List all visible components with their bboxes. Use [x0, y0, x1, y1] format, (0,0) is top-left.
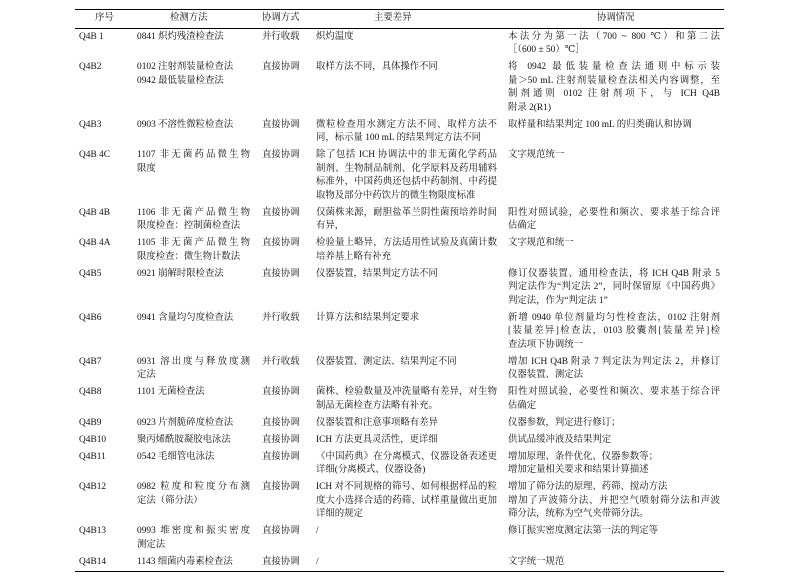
serial-number: Q4B8: [79, 387, 102, 398]
serial-number-cell: [75, 451, 135, 478]
main-difference-cell: [312, 417, 504, 431]
test-method-text: 定法: [137, 370, 156, 381]
serial-number-cell: [75, 356, 135, 383]
harmonization-mode-cell: [258, 525, 312, 552]
serial-number-cell: [75, 119, 135, 146]
harmonization-status-cell: [504, 119, 724, 146]
main-difference-text: /: [316, 556, 319, 567]
serial-number-cell: [75, 386, 135, 413]
test-method-cell: [135, 525, 258, 552]
harmonization-mode-cell: [258, 61, 312, 115]
table-row: [75, 205, 724, 236]
harmonization-mode-cell: [258, 434, 312, 448]
test-method-cell: [135, 417, 258, 431]
test-method-text: 1106 非无菌产品微生物: [137, 207, 250, 218]
main-difference-text: 详细(分离模式、仪器设备): [316, 465, 426, 476]
test-method-cell: [135, 481, 258, 522]
main-difference-cell: [312, 31, 504, 58]
table-row: [75, 117, 724, 148]
serial-number-cell: [75, 417, 135, 431]
harmonization-status-text: 制剂通则 0102 注射剂项下，与 ICH Q4B: [508, 89, 720, 100]
test-method-cell: [135, 434, 258, 448]
harmonization-mode-cell: [258, 481, 312, 522]
main-difference-text: 培养基上略有补充: [316, 251, 392, 262]
serial-number-cell: [75, 237, 135, 264]
main-difference-text: 仪器装置和注意事项略有差异: [316, 417, 438, 428]
serial-number-cell: [75, 31, 135, 58]
harmonization-mode-cell: [258, 356, 312, 383]
main-difference-text: 微粒检查用水测定方法不同、取样方法不: [316, 119, 497, 130]
harmonization-status-text: ［（600 ± 50）℃］: [508, 45, 585, 56]
table-row: [75, 554, 724, 571]
table-row: [75, 147, 724, 205]
serial-number: Q4B 1: [79, 31, 104, 42]
main-difference-text: 炽灼温度: [316, 31, 354, 42]
harmonization-mode-cell: [258, 556, 312, 570]
test-method-cell: [135, 119, 258, 146]
comparison-table: [75, 9, 724, 572]
harmonization-mode: 直接协调: [262, 62, 300, 73]
harmonization-status-cell: [504, 207, 724, 234]
test-method-text: 0942 最低装量检查法: [137, 75, 224, 86]
main-difference-text: 检验量上略异，方法适用性试验及真菌计数: [316, 238, 497, 249]
harmonization-status-cell: [504, 434, 724, 448]
table-row: [75, 523, 724, 554]
harmonization-status-cell: [504, 268, 724, 309]
table-row: [75, 415, 724, 432]
harmonization-mode: 直接协调: [262, 482, 300, 493]
harmonization-mode: 并行收载: [262, 356, 300, 367]
main-difference-cell: [312, 356, 504, 383]
test-method-text: 0921 崩解时限检查法: [137, 268, 224, 279]
harmonization-mode-cell: [258, 119, 312, 146]
test-method-text: 限度: [137, 163, 156, 174]
test-method-cell: [135, 451, 258, 478]
test-method-text: 限度检查：微生物计数法: [137, 251, 241, 262]
harmonization-status-cell: [504, 149, 724, 203]
harmonization-mode: 直接协调: [262, 556, 300, 567]
table-row: [75, 266, 724, 310]
harmonization-status-text: 本法分为第一法（700 ~ 800 ℃）和第二法: [508, 31, 720, 42]
test-method-text: 1107 非无菌药品微生物: [137, 150, 250, 161]
harmonization-status-text: 增加了筛分法的原理、药筛、搅动方法: [508, 482, 668, 493]
harmonization-mode: 直接协调: [262, 417, 300, 428]
harmonization-status-text: 增加了声波筛分法、并把空气喷射筛分法和声波: [508, 495, 720, 506]
test-method-text: 0982 粒度和粒度分布测: [137, 482, 250, 493]
serial-number: Q4B13: [79, 526, 107, 537]
serial-number-cell: [75, 481, 135, 522]
harmonization-status-cell: [504, 417, 724, 431]
header-test-method: 检测方法: [170, 13, 208, 24]
main-difference-text: 有异，: [316, 221, 345, 232]
harmonization-mode: 直接协调: [262, 387, 300, 398]
test-method-text: 1143 细菌内毒素检查法: [137, 556, 233, 567]
serial-number: Q4B11: [79, 451, 106, 462]
main-difference-cell: [312, 237, 504, 264]
test-method-text: 0931 溶出度与释放度测: [137, 356, 250, 367]
harmonization-status-text: 判定法作为“判定法 2”，同时保留原《中国药典》: [508, 282, 720, 293]
harmonization-status-text: 筛分法，统称为空气夹带筛分法。: [508, 509, 649, 520]
harmonization-status-cell: [504, 556, 724, 570]
test-method-cell: [135, 556, 258, 570]
harmonization-mode-cell: [258, 207, 312, 234]
serial-number-cell: [75, 434, 135, 448]
test-method-text: 限度检查：控制菌检查法: [137, 221, 241, 232]
header-harmonization-mode: 协调方式: [262, 13, 300, 24]
test-method-cell: [135, 386, 258, 413]
harmonization-status-cell: [504, 356, 724, 383]
harmonization-status-cell: [504, 386, 724, 413]
harmonization-status-cell: [504, 451, 724, 478]
harmonization-status-text: 阳性对照试验，必要性和频次、要求基于综合评: [508, 387, 720, 398]
harmonization-status-cell: [504, 525, 724, 552]
harmonization-mode: 直接协调: [262, 119, 300, 130]
harmonization-status-text: 增加 ICH Q4B 附录 7 判定法为判定法 2，并修订: [508, 356, 720, 367]
main-difference-cell: [312, 386, 504, 413]
main-difference-text: 取物及部分中药饮片的微生物限度标准: [316, 190, 476, 201]
serial-number: Q4B2: [79, 62, 102, 73]
serial-number: Q4B 4C: [79, 150, 110, 161]
harmonization-status-text: 取样量和结果判定 100 mL 的归类确认和协调: [508, 119, 692, 130]
test-method-cell: [135, 207, 258, 234]
harmonization-status-text: 量＞50 mL 注射剂装量检查法相关内容调整，至: [508, 75, 720, 86]
serial-number: Q4B 4B: [79, 207, 110, 218]
main-difference-text: 除了包括 ICH 协调法中的非无菌化学药品: [316, 150, 497, 161]
harmonization-status-text: 文字规范和统一: [508, 238, 574, 249]
harmonization-status-text: 阳性对照试验，必要性和频次、要求基于综合评: [508, 207, 720, 218]
harmonization-mode: 并行收载: [262, 312, 300, 323]
main-difference-text: 《中国药典》在分离模式、仪器设备表述更: [316, 451, 497, 462]
serial-number: Q4B9: [79, 417, 102, 428]
harmonization-mode-cell: [258, 312, 312, 353]
test-method-text: 定法（筛分法）: [137, 495, 203, 506]
main-difference-text: 详细的规定: [316, 509, 363, 520]
harmonization-mode: 直接协调: [262, 434, 300, 445]
test-method-cell: [135, 268, 258, 309]
main-difference-cell: [312, 525, 504, 552]
main-difference-text: 仪器装置、测定法、结果判定不同: [316, 356, 457, 367]
harmonization-status-cell: [504, 481, 724, 522]
main-difference-text: 标准外，中国药典还包括中药制剂、中药提: [316, 177, 497, 188]
harmonization-mode: 并行收载: [262, 31, 300, 42]
harmonization-status-text: 新增 0940 单位剂量均匀性检查法，0102 注射剂: [508, 312, 720, 323]
harmonization-status-text: 供试品缓冲液及结果判定: [508, 434, 612, 445]
table-row: [75, 59, 724, 117]
harmonization-mode: 直接协调: [262, 451, 300, 462]
test-method-text: 0102 注射剂装量检查法: [137, 62, 234, 73]
table-header: [75, 10, 724, 28]
harmonization-status-cell: [504, 31, 724, 58]
main-difference-cell: [312, 61, 504, 115]
serial-number-cell: [75, 207, 135, 234]
harmonization-status-text: 估确定: [508, 221, 537, 232]
main-difference-cell: [312, 556, 504, 570]
header-main-difference: 主要差异: [374, 13, 412, 24]
serial-number-cell: [75, 61, 135, 115]
table-body: [75, 29, 724, 571]
serial-number: Q4B5: [79, 268, 102, 279]
table-row: [75, 449, 724, 480]
test-method-cell: [135, 61, 258, 115]
main-difference-text: 仪器装置，结果判定方法不同: [316, 268, 438, 279]
main-difference-text: 取样方法不同，具体操作不同: [316, 62, 438, 73]
test-method-cell: [135, 31, 258, 58]
serial-number: Q4B12: [79, 482, 107, 493]
main-difference-text: 制品无菌检查方法略有补充。: [316, 400, 438, 411]
harmonization-status-cell: [504, 237, 724, 264]
test-method-text: 聚丙烯酰胺凝胶电泳法: [137, 434, 231, 445]
serial-number-cell: [75, 149, 135, 203]
test-method-text: 1101 无菌检查法: [137, 387, 205, 398]
main-difference-cell: [312, 434, 504, 448]
main-difference-text: 同，标示量 100 mL 的结果判定方法不同: [316, 133, 482, 144]
harmonization-status-cell: [504, 312, 724, 353]
harmonization-status-text: 估确定: [508, 400, 537, 411]
harmonization-mode: 直接协调: [262, 268, 300, 279]
serial-number: Q4B14: [79, 556, 107, 567]
main-difference-text: 度大小选择合适的药筛、试样重量做出更加: [316, 495, 497, 506]
harmonization-status-text: 查法项下协调统一: [508, 339, 584, 350]
harmonization-mode: 直接协调: [262, 238, 300, 249]
test-method-text: 0941 含量均匀度检查法: [137, 312, 234, 323]
main-difference-text: 计算方法和结果判定要求: [316, 312, 420, 323]
harmonization-status-text: 增加定量相关要求和结果计算描述: [508, 465, 649, 476]
table-row: [75, 432, 724, 449]
test-method-cell: [135, 312, 258, 353]
harmonization-mode: 直接协调: [262, 150, 300, 161]
main-difference-text: ICH 对不同规格的筛号、如何根据样品的粒: [316, 482, 497, 493]
serial-number-cell: [75, 525, 135, 552]
main-difference-cell: [312, 207, 504, 234]
harmonization-mode-cell: [258, 417, 312, 431]
main-difference-text: /: [316, 526, 319, 537]
test-method-text: 0542 毛细管电泳法: [137, 451, 215, 462]
harmonization-status-text: 文字规范统一: [508, 150, 565, 161]
table-row: [75, 354, 724, 385]
harmonization-mode-cell: [258, 386, 312, 413]
harmonization-status-text: 判定法，作为“判定法 1”: [508, 295, 608, 306]
serial-number-cell: [75, 268, 135, 309]
serial-number-cell: [75, 556, 135, 570]
main-difference-cell: [312, 268, 504, 309]
harmonization-status-text: 修订振实密度测定法第一法的判定等: [508, 526, 659, 537]
serial-number: Q4B3: [79, 119, 102, 130]
serial-number: Q4B 4A: [79, 238, 111, 249]
harmonization-status-text: 附录 2(R1): [508, 102, 551, 113]
main-difference-cell: [312, 481, 504, 522]
test-method-text: 1105 非无菌产品微生物: [137, 238, 250, 249]
harmonization-status-cell: [504, 61, 724, 115]
main-difference-text: 菌株、检验数量及冲洗量略有差异，对生物: [316, 387, 497, 398]
test-method-cell: [135, 237, 258, 264]
harmonization-mode-cell: [258, 237, 312, 264]
table-row: [75, 384, 724, 415]
serial-number-cell: [75, 312, 135, 353]
table-row: [75, 29, 724, 60]
serial-number: Q4B10: [79, 434, 107, 445]
main-difference-cell: [312, 149, 504, 203]
harmonization-mode-cell: [258, 451, 312, 478]
harmonization-status-text: 将 0942 最低装量检查法通则中标示装: [508, 62, 720, 73]
bottom-rule: [75, 571, 724, 572]
test-method-text: 测定法: [137, 539, 166, 550]
harmonization-mode-cell: [258, 31, 312, 58]
test-method-cell: [135, 356, 258, 383]
harmonization-status-text: 修订仪器装置、通用检查法，将 ICH Q4B 附录 5: [508, 268, 720, 279]
test-method-text: 0903 不溶性微粒检查法: [137, 119, 234, 130]
harmonization-mode-cell: [258, 149, 312, 203]
test-method-text: 0841 炽灼残渣检查法: [137, 31, 224, 42]
harmonization-status-text: 增加原理、条件优化、仪器参数等；: [508, 451, 659, 462]
serial-number: Q4B6: [79, 312, 102, 323]
harmonization-status-text: 文字统一规范: [508, 556, 565, 567]
main-difference-text: 仅菌株来源，耐胆盐革兰阴性菌预培养时间: [316, 207, 497, 218]
header-serial-number: 序号: [95, 13, 114, 24]
main-difference-text: ICH 方法更具灵活性，更详细: [316, 434, 438, 445]
table-row: [75, 479, 724, 523]
harmonization-mode-cell: [258, 268, 312, 309]
main-difference-cell: [312, 119, 504, 146]
table-row: [75, 235, 724, 266]
test-method-text: 0993 堆密度和振实密度: [137, 526, 250, 537]
test-method-text: 0923 片剂脆碎度检查法: [137, 417, 234, 428]
header-harmonization-status: 协调情况: [597, 13, 635, 24]
harmonization-mode: 直接协调: [262, 526, 300, 537]
serial-number: Q4B7: [79, 356, 102, 367]
harmonization-mode: 直接协调: [262, 207, 300, 218]
main-difference-text: 制剂、生物制品制剂、化学原料及药用辅料: [316, 163, 497, 174]
harmonization-status-text: 仪器装置、测定法: [508, 370, 584, 381]
main-difference-cell: [312, 451, 504, 478]
harmonization-status-text: [装量差异]检查法，0103 胶囊剂[装量差异]检: [508, 326, 720, 337]
table-row: [75, 310, 724, 354]
harmonization-status-text: 仪器参数，判定进行修订；: [508, 417, 621, 428]
main-difference-cell: [312, 312, 504, 353]
test-method-cell: [135, 149, 258, 203]
